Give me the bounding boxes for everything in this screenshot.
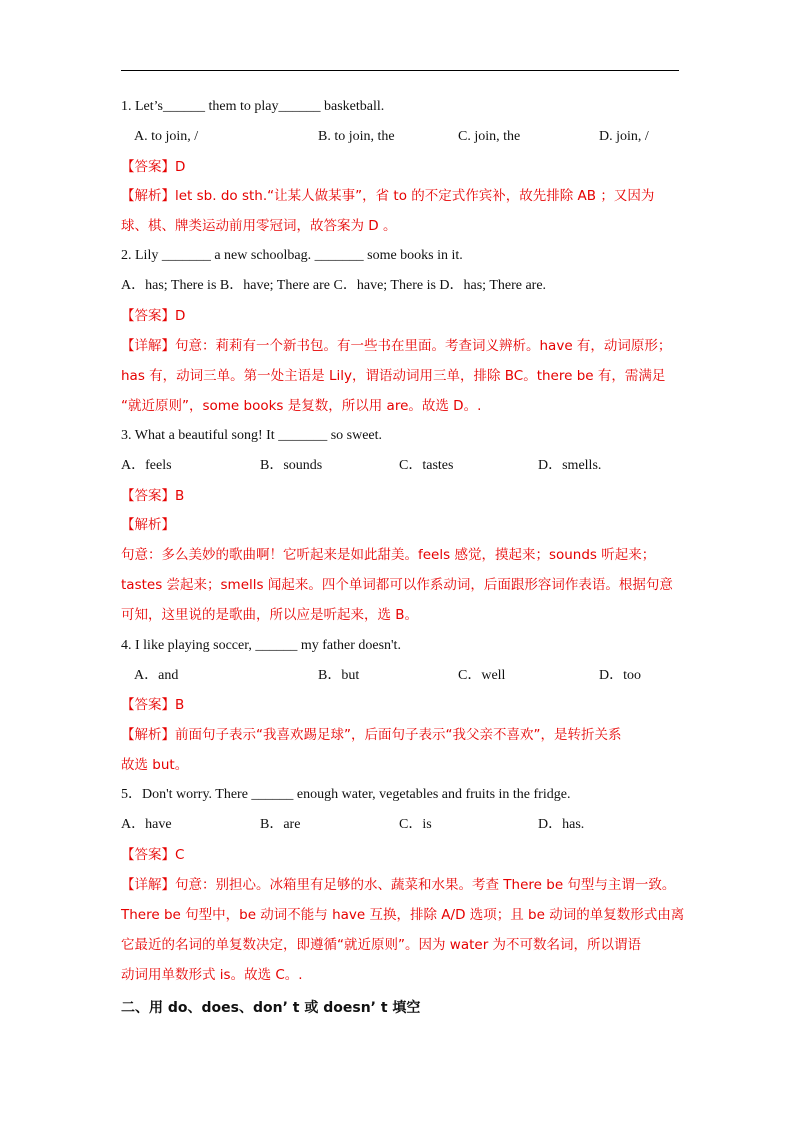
q3-analysis-line3: 可知，这里说的是歌曲，所以应是听起来，选 B。 [121, 607, 419, 623]
q1-analysis-line2: 球、棋、牌类运动前用零冠词，故答案为 D 。 [121, 218, 397, 234]
q4-analysis-line1: 【解析】前面句子表示“我喜欢踢足球”，后面句子表示“我父亲不喜欢”，是转折关系 [121, 727, 622, 743]
q5-option-b: B．are [260, 817, 301, 832]
q5-stem: 5．Don't worry. There ______ enough water, vegetables and fruits in the fridge. [121, 787, 571, 802]
q4-answer: 【答案】B [121, 697, 185, 713]
q1-stem: 1. Let’s______ them to play______ basketball. [121, 99, 385, 114]
q2-analysis-line3: “就近原则”，some books 是复数，所以用 are。故选 D。. [121, 398, 482, 414]
section-heading: 二、用 do、does、don’ t 或 doesn’ t 填空 [121, 1000, 421, 1016]
q3-analysis-line2: tastes 尝起来；smells 闻起来。四个单词都可以作系动词，后面跟形容词作表语。根据句意 [121, 577, 673, 593]
q2-analysis-line1: 【详解】句意：莉莉有一个新书包。有一些书在里面。考查词义辨析。have 有，动词原形； [121, 338, 672, 354]
q4-option-d: D．too [599, 668, 641, 683]
q3-option-d: D．smells. [538, 458, 602, 473]
q4-option-a: A．and [134, 668, 179, 683]
q4-stem: 4. I like playing soccer, ______ my father doesn't. [121, 638, 401, 653]
q5-analysis-line2: There be 句型中，be 动词不能与 have 互换，排除 A/D 选项；且 be 动词的单复数形式由离 [121, 907, 685, 923]
q5-option-a: A．have [121, 817, 172, 832]
q5-analysis-line1: 【详解】句意：别担心。冰箱里有足够的水、蔬菜和水果。考查 There be 句型与主谓一致。 [121, 877, 676, 893]
q5-option-d: D．has. [538, 817, 585, 832]
q3-option-b: B．sounds [260, 458, 323, 473]
header-rule [121, 70, 679, 71]
q1-answer: 【答案】D [121, 159, 186, 175]
q3-stem: 3. What a beautiful song! It _______ so sweet. [121, 428, 383, 443]
q4-option-c: C．well [458, 668, 506, 683]
q1-option-a: A. to join, / [134, 129, 199, 144]
q5-analysis-line4: 动词用单数形式 is。故选 C。. [121, 967, 303, 983]
q1-option-d: D. join, / [599, 129, 649, 144]
q1-option-c: C. join, the [458, 129, 521, 144]
q4-analysis-line2: 故选 but。 [121, 757, 189, 773]
q2-answer: 【答案】D [121, 308, 186, 324]
q1-analysis-line1: 【解析】let sb. do sth.“让某人做某事”，省 to 的不定式作宾补，故先排除 AB ；又因为 [121, 188, 655, 204]
q1-option-b: B. to join, the [318, 129, 395, 144]
q3-option-a: A．feels [121, 458, 172, 473]
q4-option-b: B．but [318, 668, 360, 683]
q3-option-c: C．tastes [399, 458, 454, 473]
q3-analysis-line1: 句意：多么美妙的歌曲啊！它听起来是如此甜美。feels 感觉，摸起来；sounds 听起来； [121, 547, 656, 563]
q2-options: A．has; There is B．have; There are C．have; There is D．has; There are. [121, 278, 547, 293]
q2-stem: 2. Lily _______ a new schoolbag. _______ some books in it. [121, 248, 463, 263]
q5-option-c: C．is [399, 817, 432, 832]
q5-analysis-line3: 它最近的名词的单复数决定，即遵循“就近原则”。因为 water 为不可数名词，所以谓语 [121, 937, 642, 953]
q2-analysis-line2: has 有，动词三单。第一处主语是 Lily，谓语动词用三单，排除 BC。there be 有，需满足 [121, 368, 666, 384]
q5-answer: 【答案】C [121, 847, 185, 863]
q3-answer: 【答案】B [121, 488, 185, 504]
q3-analysis-head: 【解析】 [121, 517, 175, 533]
